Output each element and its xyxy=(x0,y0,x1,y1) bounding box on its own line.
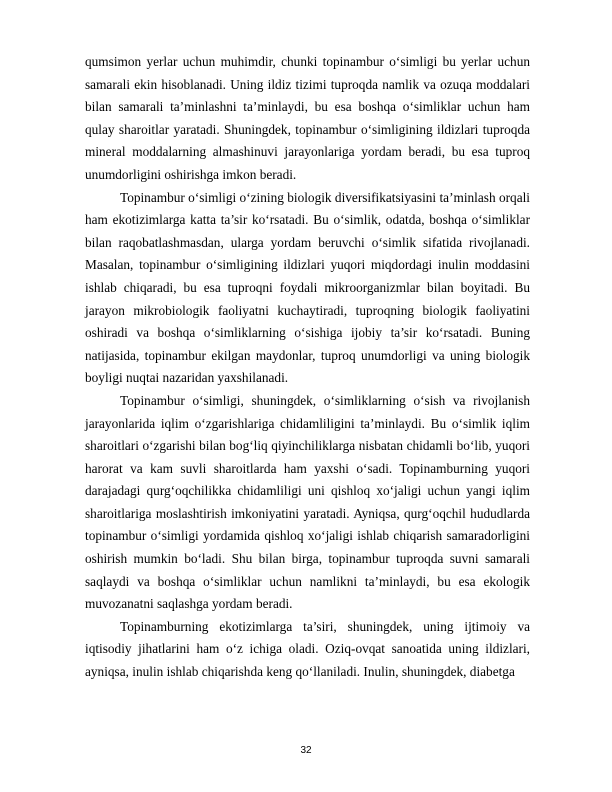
paragraph-4: Topinamburning ekotizimlarga ta’siri, shuningdek, uning ijtimoiy va iqtisodiy jihatlarini ham o‘z ichiga oladi. Oziq-ovqat sanoatida uning ildizlari, ayniqsa, inulin ishlab chiqarishda keng qo‘llaniladi. Inulin, shuningdek, diabetga xyxy=(85,618,530,680)
paragraph-2: Topinambur o‘simligi o‘zining biologik diversifikatsiyasini ta’minlash orqali ham ekotizimlarga katta ta’sir ko‘rsatadi. Bu o‘simlik, odatda, boshqa o‘simliklar bilan raqobatlashmasdan, ularga yordam beruvchi o‘simlik sifatida rivojlanadi. Masalan, topinambur o‘simligining ildizlari yuqori miqdordagi inulin moddasini ishlab chiqaradi, bu esa tuproqni foydali mikroorganizmlar bilan boyitadi. Bu jarayon mikrobiologik faoliyatni kuchaytiradi, tuproqning biologik faoliyatini oshiradi va boshqa o‘simliklarning o‘sishiga ijobiy ta’sir ko‘rsatadi. Buning natijasida, topinambur ekilgan maydonlar, tuproq unumdorligi va uning biologik boyligi nuqtai nazaridan yaxshilanadi. xyxy=(85,189,530,386)
paragraph-1: qumsimon yerlar uchun muhimdir, chunki topinambur o‘simligi bu yerlar uchun samarali ekin hisoblanadi. Uning ildiz tizimi tuproqda namlik va ozuqa moddalari bilan samarali ta’minlashni ta’minlaydi, bu esa boshqa o‘simliklar uchun ham qulay sharoitlar yaratadi. Shuningdek, topinambur o‘simligining ildizlari tuproqda mineral moddalarning almashinuvi jarayonlariga yordam beradi, bu esa tuproq unumdorligini oshirishga imkon beradi. xyxy=(85,54,530,182)
paragraph-3: Topinambur o‘simligi, shuningdek, o‘simliklarning o‘sish va rivojlanish jarayonlarida iqlim o‘zgarishlariga chidamliligini ta’minlaydi. Bu o‘simlik iqlim sharoitlari o‘zgarishi bilan bog‘liq qiyinchiliklarga nisbatan chidamli bo‘lib, yuqori harorat va kam suvli sharoitlarda ham yaxshi o‘sadi. Topinamburning yuqori darajadagi qurg‘oqchilikka chidamliligi uni qishloq xo‘jaligi uchun yangi iqlim sharoitlariga moslashtirish imkoniyatini yaratadi. Ayniqsa, qurg‘oqchil hududlarda topinambur o‘simligi yordamida qishloq xo‘jaligi ishlab chiqarish samaradorligini oshirish mumkin bo‘ladi. Shu bilan birga, topinambur tuproqda suvni samarali saqlaydi va boshqa o‘simliklar uchun namlikni ta’minlaydi, bu esa ekologik muvozanatni saqlashga yordam beradi. xyxy=(85,392,530,612)
page-number: 32 xyxy=(300,745,312,756)
document-page xyxy=(85,51,530,684)
